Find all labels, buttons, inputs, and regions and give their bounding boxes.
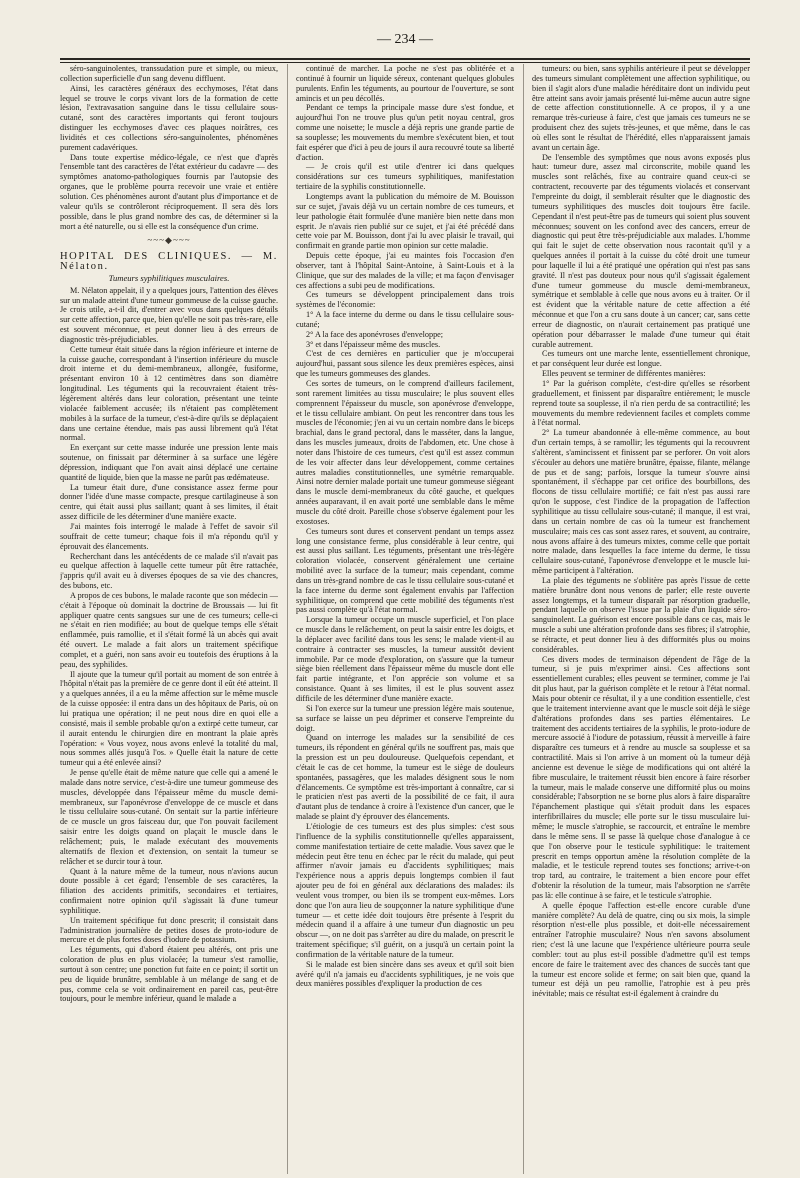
paragraph: Elles peuvent se terminer de différentes manières:	[542, 369, 706, 379]
paragraph: Ces sortes de tumeurs, on le comprend d'ailleurs facilement, sont rarement limitées au tissu musculaire; le plus souvent elles comprennent l'épaisseur du muscle, son aponévrose d'enveloppe, et le tissu cellulaire ambiant. On peut les rencontrer dans tous les muscles de l'économie; j'en ai vu un certain nombre dans le biceps brachial, dans le grand pectoral, dans le masséter, dans la langue, dans les muscles jumeaux, droits de l'abdomen, etc. Une chose à noter dans l'histoire de ces tumeurs, c'est qu'il est assez commun de les voir affecter dans leur développement, comme certaines autres maladies constitutionnelles, une symétrie remarquable. Ainsi notre dernier malade portait une tumeur gommeuse siégeant dans le muscle demi-membraneux du côté gauche, et quelques années auparavant, il en avait porté une semblable dans le même muscle du côté droit. Pareille chose s'observe également pour les exostoses.	[296, 379, 514, 526]
paragraph: La plaie des téguments ne s'oblitère pas après l'issue de cette matière brunâtre dont nous venons de parler; elle reste ouverte assez longtemps, et la tumeur disparaît par résorption graduelle, pendant laquelle on observe l'issue par la plaie d'un liquide séro-sanguinolent. La guérison est encore possible dans ce cas, mais le muscle a subi une altération profonde dans ses fibres; il s'atrophie, se rétracte, et peut donner lieu à des difformités plus ou moins considérables.	[532, 575, 750, 654]
paragraph: Les téguments, qui d'abord étaient peu altérés, ont pris une coloration de plus en plus violacée; la tumeur s'est ramollie, surtout à son centre; une ponction fut faite en ce point; il sortit un peu de liquide brunâtre, semblable à un mélange de sang et de pus, comme cela se voit ordinairement en pareil cas, peut-être toujours, pour le membre inférieur, quand le malade a	[60, 945, 278, 1004]
paragraph: Depuis cette époque, j'ai eu maintes fois l'occasion d'en observer, tant à l'hôpital Saint-Antoine, à Saint-Louis et à la Clinique, que sur des malades de la ville; et ma façon d'envisager ces affections a subi peu de modifications.	[296, 251, 514, 290]
paragraph: Quant à la nature même de la tumeur, nous n'avions aucun doute possible à cet égard; l'ensemble de ses caractères, la filiation des accidents primitifs, secondaires et tertiaires, confirmaient notre opinion qu'il s'agissait là d'une tumeur syphilitique.	[60, 866, 278, 915]
paragraph: C'est de ces dernières en particulier que je m'occuperai aujourd'hui, passant sous silence les deux premières espèces, ainsi que les tumeurs gommeuses des glandes.	[296, 349, 514, 379]
column-2	[296, 64, 514, 1174]
column-1	[60, 64, 278, 1174]
paragraph: 1° Par la guérison complète, c'est-dire qu'elles se résorbent graduellement, et finissent par disparaître entièrement; le muscle reprend toute sa souplesse, il n'a rien perdu de sa contractilité; les mouvements du membre redeviennent faciles et complets comme à l'état normal.	[532, 379, 750, 428]
column-3	[532, 64, 750, 1174]
paragraph: Ces divers modes de terminaison dépendent de l'âge de la tumeur, si je puis m'exprimer ainsi. Ces affections sont essentiellement curables; elles peuvent se terminer, comme je l'ai dit plus haut, par la guérison complète et le retour à l'état normal. Mais pour obtenir ce résultat, il y a une condition essentielle, c'est que le traitement intervienne avant que le muscle soit déjà le siège d'altérations profondes dans ses parties élémentaires. Le traitement des accidents tertiaires de la syphilis, le proto-iodure de mercure associé à l'iodure de potassium, réussit à merveille à faire disparaître ces tumeurs et à rendre au muscle sa souplesse et sa contractilité. Mais si l'on arrive à un moment où la tumeur déjà ancienne est devenue le siège de modifications qui ont altéré la fibre musculaire, le traitement réussit bien encore à faire résorber la tumeur, mais le malade conserve une difformité plus ou moins considérable; l'absorption ne se borne plus alors à faire disparaître l'épanchement plastique qui s'était produit dans les espaces interfibrillaires du muscle; elle porte sur le tissu musculaire lui-même; le muscle s'atrophie, se raccourcit, et entraîne le membre dans le même sens. Il se passe là quelque chose d'analogue à ce que l'on observe pour le testicule syphilitique: le traitement prescrit en temps opportun amène la résolution complète de la maladie, et le testicule reprend toutes ses fonctions; arrive-t-on trop tard, au contraire, le traitement a bien encore pour effet d'obtenir la résolution de la tumeur, mais l'absorption ne s'arrête pas là: elle continue à se faire, et le testicule s'atrophie.	[532, 654, 750, 900]
paragraph: Dans toute expertise médico-légale, ce n'est que d'après l'ensemble tant des caractères de l'état extérieur du cadavre — des symptômes anatomo-pathologiques fournis par l'autopsie des organes, que le problème pourra recevoir une vraie et entière solution. Ces phénomènes auront d'autant plus d'importance et de valeur qu'ils se contrôleront réciproquement. Il sera dès lors possible, dans le plus grand nombre des cas, de déterminer si la mort a été naturelle, ou si elle est la conséquence d'un crime.	[60, 152, 278, 231]
paragraph: De l'ensemble des symptômes que nous avons exposés plus haut: tumeur dure, assez mal circonscrite, mobile quand les muscles sont relâchés, fixe au contraire quand ceux-ci se contractent, recouverte par des téguments violacés et conservant l'empreinte du doigt, il semblerait résulter que le diagnostic des tumeurs syphilitiques des muscles doit toujours être facile. Cependant il n'est peut-être pas de tumeurs qui soient plus souvent méconnues; souvent on les confond avec des cancers, erreur de diagnostic qui peut être très-préjudiciable aux malades. L'homme qui fait le sujet de cette observation nous racontait qu'il y a quelques années il portait à la cuisse du côté droit une tumeur pour laquelle il lui a été pratiqué une opération qui n'est pas sans gravité. Il n'est pas douteux pour nous qu'il s'agissait également d'une tumeur gommeuse du muscle demi-membraneux, symétrique et semblable à celle que nous avons eu à traiter. Or il est évident que la véritable nature de cette affection a été méconnue et que l'on a cru sans doute à un cancer; car, sans cette erreur de diagnostic, on n'aurait certainement pas pratiqué une opération pour débarrasser le malade d'une tumeur qui était curable autrement.	[532, 152, 750, 349]
paragraph: Il ajoute que la tumeur qu'il portait au moment de son entrée à l'hôpital n'était pas la première de ce genre dont il eût été atteint. Il y a quelques années, il a eu la même affection sur le même muscle de la cuisse opposée: il entra dans un des hôpitaux de Paris, où on lui pratiqua une opération; il ne peut nous dire en quoi elle a consisté, mais il semble probable qu'on a extirpé cette tumeur, car il aurait entendu le chirurgien dire en montrant la plaie après l'opération: « Vous voyez, nous avons enlevé la totalité du mal, nous sommes allés jusqu'à l'os. » Quelle était la nature de cette tumeur qui a été enlevée ainsi?	[60, 669, 278, 768]
paragraph: A propos de ces bubons, le malade raconte que son médecin — c'était à l'époque où dominait la doctrine de Broussais — lui fit appliquer quatre cents sangsues sur une de ces tumeurs; celle-ci ne s'était en rien modifiée; au bout de quelque temps elle s'était enflammée, puis ramollie, et il s'était formé là un abcès qui avait été ouvert. Le malade a fait alors un traitement spécifique complet, et a guéri, non sans avoir eu toutefois des éruptions à la peau, des syphilides.	[60, 590, 278, 669]
paragraph: 2° La tumeur abandonnée à elle-même commence, au bout d'un certain temps, à se ramollir; les téguments qui la recouvrent s'altèrent, s'amincissent et finissent par se perforer. On voit alors s'écouler au dehors une matière brunâtre, épaisse, filante, mélange de pus et de sang; parfois, lorsque la tumeur s'ouvre ainsi spontanément, il s'échappe par cet orifice des bourbillons, des flocons de tissu cellulaire mortifié; ce fait n'est pas aussi rare qu'on le suppose, c'est l'indice de la propagation de l'affection syphilitique au tissu cellulaire sous-cutané; il manque, il est vrai, dans un certain nombre de cas où la tumeur est franchement musculaire; mais ces cas sont assez rares, et souvent, au contraire, nous avons affaire à des tumeurs mixtes, comme celle que portait notre malade, dans lesquelles la face interne du derme, le tissu cellulaire sous-cutané, l'aponévrose d'enveloppe et le muscle lui-même participent à l'altération.	[532, 428, 750, 576]
paragraph: Je pense qu'elle était de même nature que celle qui a amené le malade dans notre service, c'est-à-dire une tumeur gommeuse des muscles, développée dans l'épaisseur même du muscle demi-membraneux, sur l'aponévrose d'enveloppe de ce muscle et dans le tissu cellulaire sous-cutané. On sentait sur la partie inférieure de ce muscle un gros faisceau dur, que l'on pouvait facilement saisir entre les doigts quand on plaçait le muscle dans le relâchement; puis, le malade exécutant des mouvements alternatifs de flexion et d'extension, on sentait la tumeur se relâcher et se durcir tour à tour.	[60, 768, 278, 866]
section-ornament: ~~~◆~~~	[147, 235, 191, 246]
column-1-top	[60, 64, 278, 231]
text-columns	[60, 64, 750, 1174]
paragraph: 2° A la face des aponévroses d'enveloppe;	[306, 329, 444, 339]
paragraph: L'étiologie de ces tumeurs est des plus simples: c'est sous l'influence de la syphilis constitutionnelle qu'elles apparaissent, comme manifestation tertiaire de cette maladie. Vous savez que le médecin peut être tenu en échec par le récit du malade, qui peut affirmer n'avoir jamais eu d'accidents syphilitiques; mais l'expérience nous a appris depuis longtemps combien il faut ajouter peu de foi en général aux déclarations des malades: ils veulent vous tromper, ou bien ils se trompent eux-mêmes. Lors donc que l'on aura lieu de soupçonner la nature syphilitique d'une tumeur — et cette idée doit toujours être présente à l'esprit du médecin quand il a affaire à une tumeur d'un diagnostic un peu obscur —, on ne doit pas s'arrêter au dire du malade, on prescrit le traitement spécifique; s'il guérit, on a jusqu'à un certain point la confirmation de la véritable nature de la tumeur.	[296, 821, 514, 959]
paragraph: — Je crois qu'il est utile d'entrer ici dans quelques considérations sur ces tumeurs syphilitiques, manifestation tertiaire de la syphilis constitutionnelle.	[296, 162, 514, 192]
paragraph: 1° A la face interne du derme ou dans le tissu cellulaire sous-cutané;	[296, 310, 514, 329]
paragraph: tumeurs: ou bien, sans syphilis antérieure il peut se développer des tumeurs simulant complètement une affection syphilitique, ou bien il s'agit alors d'une maladie héréditaire dont un individu peut être atteint sans avoir jamais présenté lui-même aucun autre signe de cette affection constitutionnelle. A ce propos, il y a une remarque très-curieuse à faire, c'est que jamais ces tumeurs ne se produisent chez des sujets très-jeunes, et que même, dans le cas où elles sont le résultat de l'hérédité, elles n'apparaissent jamais avant un certain âge.	[532, 64, 750, 152]
paragraph: Ainsi, les caractères généraux des ecchymoses, l'état dans lequel se trouve le corps vivant lors de la formation de cette lésion, l'extravasation sanguine dans le tissu cellulaire sous-cutané, sont des caractères importants qui feront toujours distinguer les ecchymoses d'avec ces plaques noirâtres, ces lividités et ces collections séro-sanguinolentes, phénomènes purement cadavériques.	[60, 83, 278, 152]
column-1-bottom	[60, 286, 278, 1005]
page-header	[60, 32, 750, 54]
paragraph: Cette tumeur était située dans la région inférieure et interne de la cuisse gauche, correspondant à l'insertion inférieure du muscle droit interne et du demi-membraneux, allongée, fusiforme, présentant environ 10 à 12 centimètres dans son diamètre longitudinal. Les téguments qui la recouvraient étaient très-légèrement altérés dans leur coloration, présentant une teinte violacée faiblement accusée; ils n'étaient pas complètement mobiles à la surface de la tumeur, c'est-à-dire qu'ils se déplaçaient dans une certaine étendue, mais pas aussi librement qu'à l'état normal.	[60, 344, 278, 443]
paragraph: A quelle époque l'affection est-elle encore curable d'une manière complète? Au delà de quatre, cinq ou six mois, la simple résorption n'est-elle plus possible, et doit-elle nécessairement entraîner l'atrophie musculaire? Nous n'en savons absolument rien; c'est là une lacune que l'expérience ultérieure pourra seule combler: tout au plus est-il possible d'admettre qu'il est temps encore de faire le traitement avec des chances de succès tant que la tumeur est encore solide et ferme; on sait bien que, quand la tumeur est déjà un peu ramollie, l'atrophie est à peu près inévitable; mais ce résultat est-il également à craindre du	[532, 900, 750, 999]
paragraph: Recherchant dans les antécédents de ce malade s'il n'avait pas eu quelque affection à laquelle cette tumeur pût être rattachée, j'appris qu'il avait eu à diverses époques de sa vie des chancres, des bubons, etc.	[60, 551, 278, 591]
paragraph: séro-sanguinolentes, transsudation pure et simple, ou mieux, collection superficielle d'un sang devenu diffluent.	[60, 64, 278, 83]
paragraph: Lorsque la tumeur occupe un muscle superficiel, et l'on place ce muscle dans le relâchement, on peut la saisir entre les doigts, et la déplacer avec facilité dans tous les sens; le malade vient-il au contraire à contracter ses muscles, la tumeur aussitôt devient immobile. Par ce mode d'exploration, on s'assure que la tumeur siège bien réellement dans l'épaisseur même du muscle dont elle fait partie intégrante, et l'on apprécie son volume et sa consistance. Quant à ses limites, il est le plus souvent assez difficile de les déterminer d'une manière exacte.	[296, 615, 514, 703]
column-divider	[523, 64, 524, 1174]
paragraph: Ces tumeurs sont dures et conservent pendant un temps assez long une consistance ferme, plus considérable à leur centre, qui est aussi plus saillant. Les téguments, présentant une très-légère coloration violacée, conservent généralement une certaine mobilité avec la surface de la tumeur; mais cependant, comme dans un très-grand nombre de cas le tissu cellulaire sous-cutané et la face interne du derme sont également envahis par l'affection syphilitique, on comprend que cette mobilité des téguments n'est pas aussi complète qu'à l'état normal.	[296, 526, 514, 615]
paragraph: En exerçant sur cette masse indurée une pression lente mais soutenue, on finissait par déterminer à sa surface une légère dépression, indiquant que l'on avait ainsi déplacé une certaine quantité de liquide, bien que la masse ne parût pas œdémateuse.	[60, 443, 278, 482]
paragraph: Un traitement spécifique fut donc prescrit; il consistait dans l'administration journalière de petites doses de proto-iodure de mercure et de plus fortes doses d'iodure de potassium.	[60, 915, 278, 945]
paragraph: continué de marcher. La poche ne s'est pas oblitérée et a continué à fournir un liquide séreux, contenant quelques globules purulents. Enfin les téguments, au pourtour de l'ouverture, se sont amincis et un peu décollés.	[296, 64, 514, 103]
paragraph: Si l'on exerce sur la tumeur une pression légère mais soutenue, sa surface se laisse un peu déprimer et conserve l'empreinte du doigt.	[296, 703, 514, 733]
section-heading: HOPITAL DES CLINIQUES. — M. Nélaton.	[60, 251, 278, 273]
column-divider	[287, 64, 288, 1174]
section-subheading: Tumeurs syphilitiques musculaires.	[108, 272, 230, 283]
paragraph: Si le malade est bien sincère dans ses aveux et qu'il soit bien avéré qu'il n'a jamais eu d'accidents syphilitiques, je ne vois que deux manières possibles d'expliquer la production de ces	[296, 959, 514, 989]
paragraph: 3° et dans l'épaisseur même des muscles.	[306, 339, 441, 349]
paragraph: J'ai maintes fois interrogé le malade à l'effet de savoir s'il souffrait de cette tumeur; chaque fois il m'a répondu qu'il y éprouvait des élancements.	[60, 521, 278, 551]
paragraph: Ces tumeurs se développent principalement dans trois systèmes de l'économie:	[296, 290, 514, 310]
paragraph: La tumeur était dure, d'une consistance assez ferme pour donner l'idée d'une masse compacte, presque cartilagineuse à son centre, qui était aussi plus saillant; quant à ses limites, il était assez difficile de les déterminer d'une manière exacte.	[60, 482, 278, 522]
paragraph: Ces tumeurs ont une marche lente, essentiellement chronique, et par conséquent leur durée est longue.	[532, 349, 750, 369]
header-rule-thin	[60, 62, 750, 63]
page-number: — 234 —	[377, 32, 433, 47]
paragraph: Quand on interroge les malades sur la sensibilité de ces tumeurs, ils répondent en général qu'ils ne souffrent pas, mais que la pression est un peu douloureuse. Quelquefois cependant, et c'était le cas de cet homme, la tumeur est le siège de douleurs spontanées, passagères, que les malades désignent sous le nom d'élancements. Ce symptôme est très-important à connaître, car si le praticien n'est pas averti de la possibilité de ce fait, il aura d'autant plus de tendance à croire à l'existence d'un cancer, que le malade se plaint d'y éprouver des élancements.	[296, 733, 514, 822]
paragraph: Pendant ce temps la principale masse dure s'est fondue, et aujourd'hui l'on ne trouve plus qu'un petit noyau central, gros comme une noisette; le muscle a déjà repris une grande partie de sa souplesse; les mouvements du membre s'exécutent bien, et tout fait espérer que d'ici à peu de jours il aura recouvré toute sa liberté d'action.	[296, 103, 514, 162]
header-rule	[60, 58, 750, 60]
paragraph: M. Nélaton appelait, il y a quelques jours, l'attention des élèves sur un malade atteint d'une tumeur gommeuse de la cuisse gauche. Je crois utile, a-t-il dit, d'entrer avec vous dans quelques détails sur cette affection, parce que, bien qu'elle ne soit pas très-rare, elle est souvent méconnue, et peut donner lieu à des erreurs de diagnostic très-préjudiciables.	[60, 285, 278, 344]
paragraph: Longtemps avant la publication du mémoire de M. Bouisson sur ce sujet, j'avais déjà vu un certain nombre de ces tumeurs, et leur pathologie était formulée d'une manière bien nette dans mon esprit. Je n'avais rien publié sur ce sujet, et j'ai été précédé dans cette voie par M. Bouisson, dont j'ai lu avec plaisir le travail, qui confirmait en grande partie mon opinion sur cette maladie.	[296, 191, 514, 251]
